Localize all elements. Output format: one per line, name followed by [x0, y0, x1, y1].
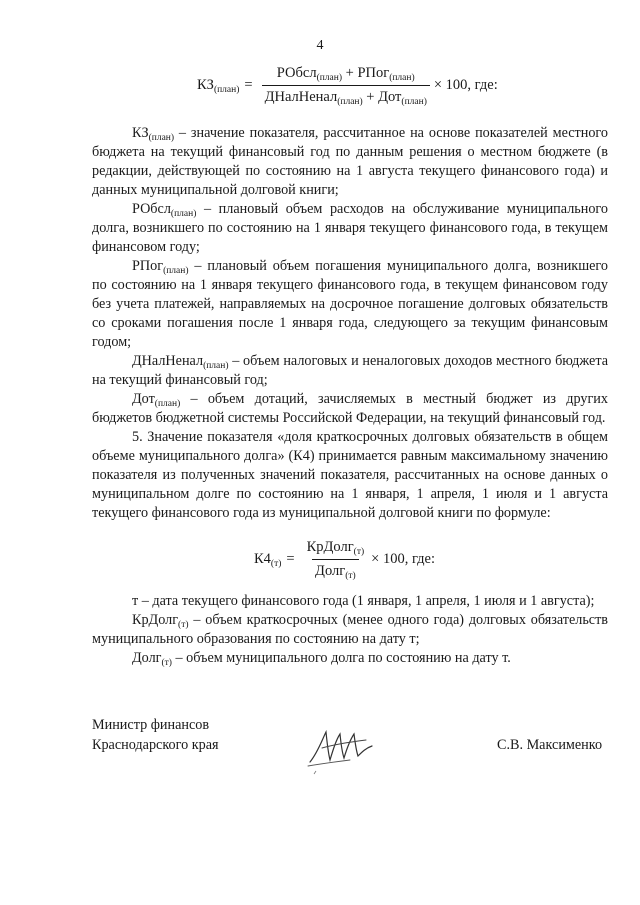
definition-krdolg: КрДолг$_{(т)}$ – объем краткосрочных (менее одного года) долговых обязательств муниципального образования по состоянию на дату т;: [92, 612, 608, 647]
formula-k3-denominator: ДНалНенал$_{(план)}$ + Дот$_{(план)}$: [262, 85, 430, 107]
signatory-name: С.В. Максименко: [497, 737, 603, 753]
formula-k4-lhs: $К4_{(т)}$: [254, 551, 282, 569]
formula-k3-numerator: РОбсл$_{(план)}$ + РПог$_{(план)}$: [276, 65, 415, 83]
formula-k4-numerator: КрДолг$_{(т)}$: [306, 539, 365, 557]
formula-k4: $К4_{(т)}$ = $\frac{КрДолг_{(т)}}{Долг_{(т)}}$ × 100, где:: [254, 539, 436, 581]
handwritten-signature: [300, 722, 380, 778]
definition-dot: Дот$_{(план)}$ – объем дотаций, зачисляемых в местный бюджет из других бюджетов бюджетной системы Российской Федерации, на текущий финансовый год.: [92, 391, 608, 426]
signatory-position: [92, 715, 219, 755]
page-number: 4: [316, 38, 324, 53]
formula-k3-tail: × 100, где:: [433, 77, 498, 93]
formula-k3-lhs: $КЗ_{(план)}$: [197, 77, 240, 95]
definition-rpog: РПог$_{(план)}$ – плановый объем погашения муниципального долга, возникшего по состоянию на 1 января текущего финансового года, в текущем финансовом году без учета платежей, направляемых на досрочное погашение долговых обязательств со сроками погашения после 1 января года, следующего за текущим финансовым годом;: [92, 258, 608, 350]
definition-robsl: РОбсл$_{(план)}$ – плановый объем расходов на обслуживание муниципального долга, возникшего по состоянию на 1 января текущего финансового года, в текущем финансовом году;: [92, 201, 608, 255]
definition-t: т – дата текущего финансового года (1 января, 1 апреля, 1 июля и 1 августа);: [132, 593, 595, 609]
formula-k4-fraction: [304, 538, 368, 581]
definition-dnalnenal: ДНалНенал$_{(план)}$ – объем налоговых и неналоговых доходов местного бюджета на текущий финансовый год;: [92, 353, 608, 388]
signatory-position-line2: Краснодарского края: [92, 737, 219, 753]
definition-dolg: Долг$_{(т)}$ – объем муниципального долга по состоянию на дату т.: [132, 650, 511, 668]
definitions-block-2: [92, 592, 608, 668]
formula-k4-denominator: Долг$_{(т)}$: [312, 559, 359, 581]
formula-k4-tail: × 100, где:: [371, 551, 436, 567]
formula-k3-fraction: [262, 64, 430, 107]
signatory-position-line1: Министр финансов: [92, 717, 210, 733]
definition-k3: $КЗ_{(план)}$ – значение показателя, рассчитанное на основе показателей местного бюджета на текущий финансовый год по данным решения о местном бюджете (в редакции, действующей по состоянию на 1 августа текущего финансового года) и данных муниципальной долговой книги;: [92, 125, 608, 198]
definitions-block: [92, 124, 608, 523]
formula-k3: $КЗ_{(план)}$ = $\frac{РОбсл_{(план)} + РПог_{(план)}}{ДНалНенал_{(план)} + Дот_{(план)}}$ × 100, где:: [197, 65, 498, 107]
paragraph-5: 5. Значение показателя «доля краткосрочных долговых обязательств в общем объеме муниципального долга» (К4) принимается равным максимальному значению показателя из полученных значений показателя, рассчитанных на основе данных о муниципальном долге по состоянию на 1 января, 1 апреля, 1 июля и 1 августа текущего финансового года из муниципальной долговой книги по формуле:: [92, 429, 608, 521]
